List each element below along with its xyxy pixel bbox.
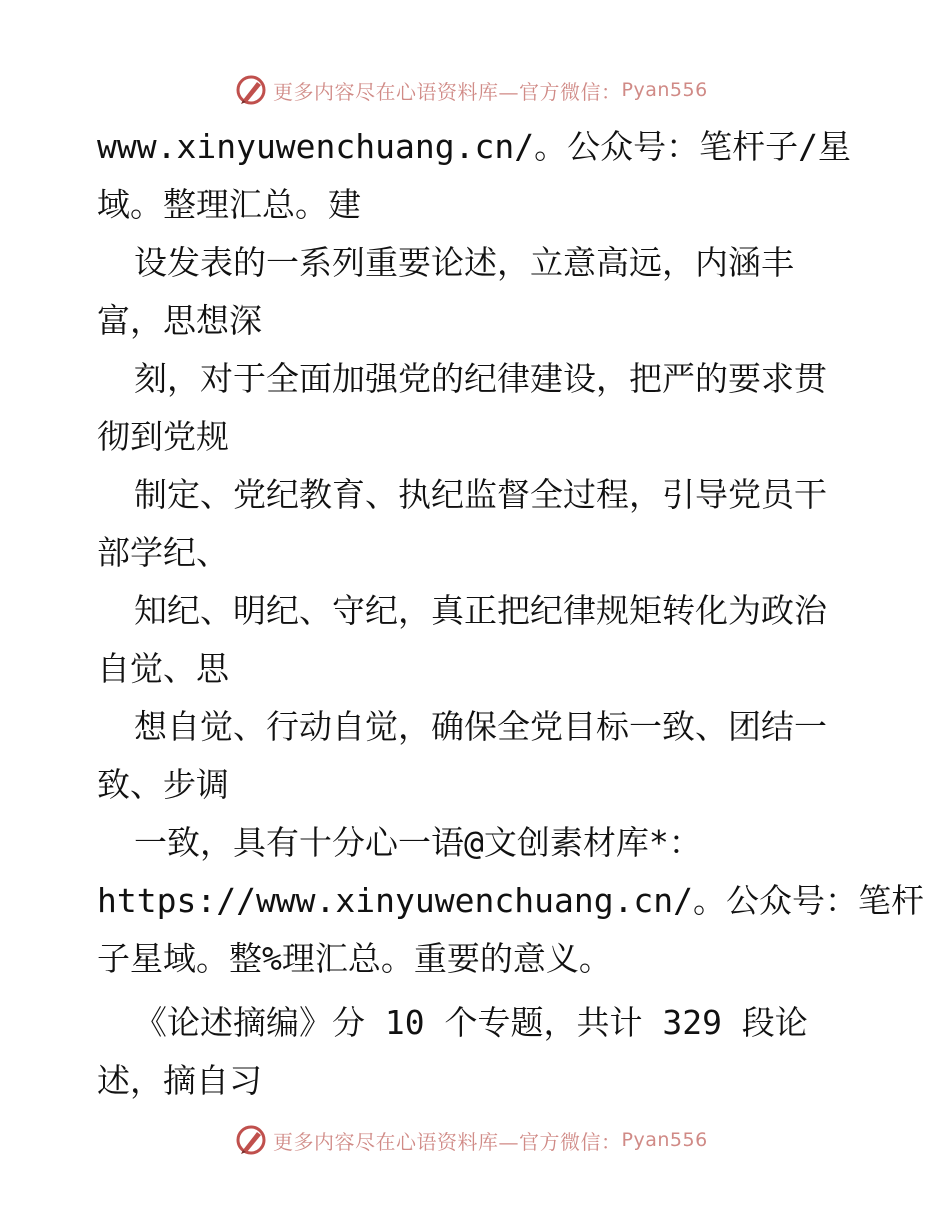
text-line: 彻到党规 [97,417,229,456]
watermark-handle: Pyan556 [621,79,708,101]
paragraph [97,698,857,814]
text-line: www.xinyuwenchuang.cn/。公众号：笔杆子/星 [97,127,851,166]
paragraph [97,118,857,234]
watermark-text: 更多内容尽在心语资料库—官方微信： [273,79,622,104]
text-line: 知纪、明纪、守纪，真正把纪律规矩转化为政治 [134,591,827,630]
paragraph [97,994,857,1110]
text-line: 述，摘自习 [97,1061,262,1100]
text-line: https://www.xinyuwenchuang.cn/。公众号：笔杆 [97,881,925,920]
paragraph [97,582,857,698]
pen-logo-icon [235,74,267,106]
text-line: 设发表的一系列重要论述，立意高远，内涵丰 [134,243,794,282]
paragraph [97,234,857,350]
pen-logo-icon [235,1124,267,1156]
text-line: 一致，具有十分心一语@文创素材库*： [134,823,702,862]
watermark-text: 更多内容尽在心语资料库—官方微信： [273,1129,622,1154]
text-line: 致、步调 [97,765,229,804]
watermark-handle: Pyan556 [621,1129,708,1151]
text-line: 自觉、思 [97,649,229,688]
header-watermark [235,70,708,110]
paragraph [97,466,857,582]
text-line: 《论述摘编》分 10 个专题，共计 329 段论 [134,1003,808,1042]
text-line: 富，思想深 [97,301,262,340]
text-line: 想自觉、行动自觉，确保全党目标一致、团结一 [134,707,827,746]
footer-watermark [235,1120,708,1160]
text-line: 域。整理汇总。建 [97,185,361,224]
text-line: 制定、党纪教育、执纪监督全过程，引导党员干 [134,475,827,514]
text-line: 刻，对于全面加强党的纪律建设，把严的要求贯 [134,359,827,398]
body-text [97,118,925,1110]
paragraph [97,350,857,466]
text-line: 部学纪、 [97,533,229,572]
text-line: 子星域。整%理汇总。重要的意义。 [97,939,612,978]
paragraph [97,814,925,988]
